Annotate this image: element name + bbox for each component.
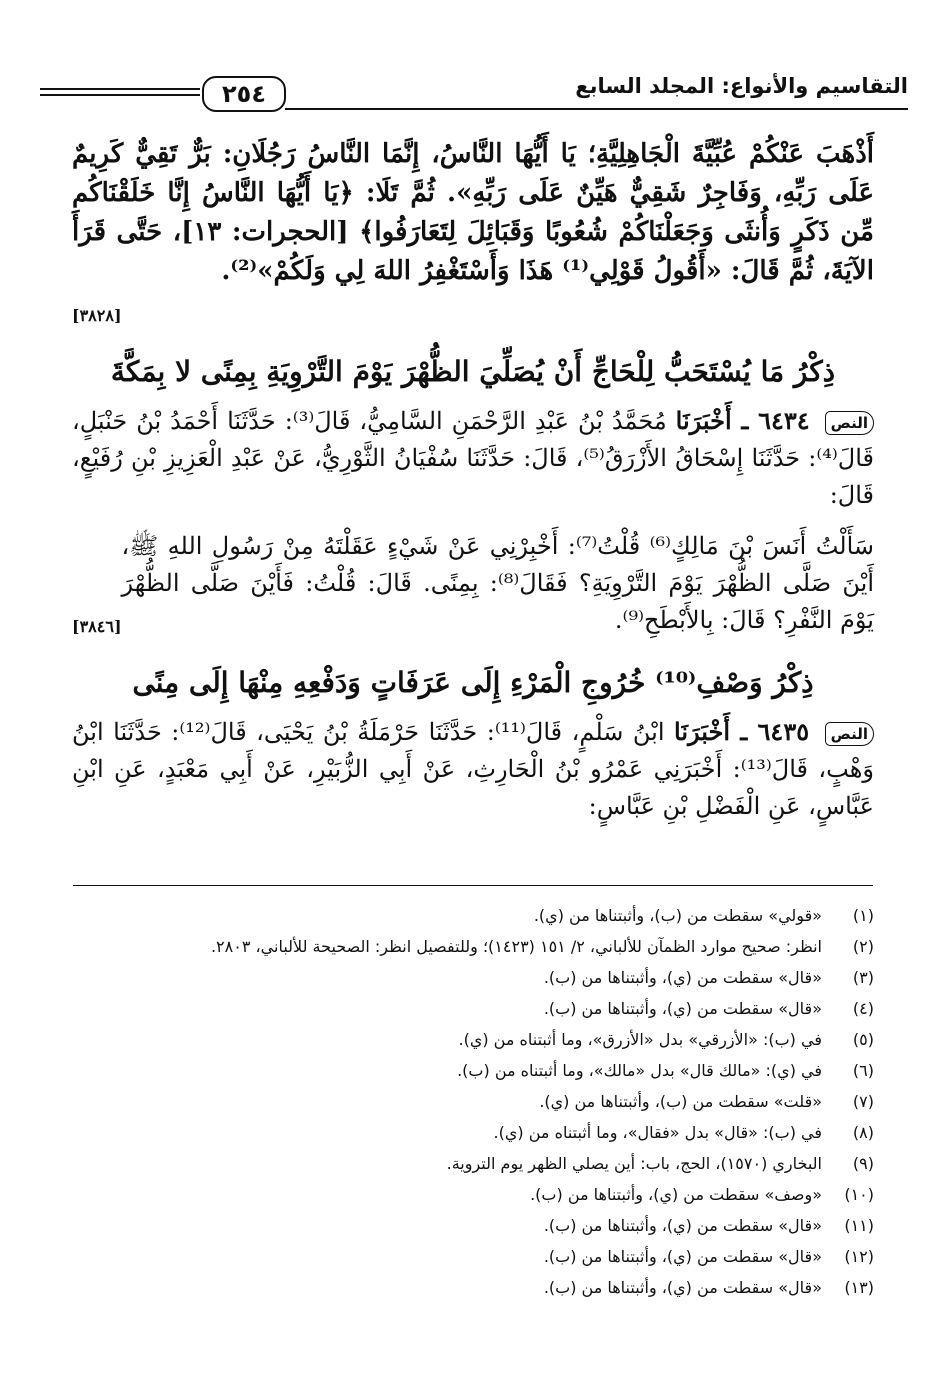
hadith-text: ابْنُ سَلْمٍ، قَالَ⁽¹¹⁾: حَدَّثَنَا حَرْمَلَةُ بْنُ يَحْيَى، قَالَ⁽¹²⁾: حَدَّثَنَا ابْنُ وَهْبٍ، قَالَ⁽¹³⁾: أَخْبَرَنِي عَمْرُو بْنُ الْحَارِثِ، عَنْ أَبِي الزُّبَيْرِ، عَنْ أَبِي مَعْبَدٍ، عَنِ ابْنِ عَبَّاسٍ، عَنِ الْفَضْلِ بْنِ عَبَّاسٍ: (72, 718, 874, 820)
header-rule (40, 88, 200, 90)
running-title: التقاسيم والأنواع: المجلد السابع (575, 74, 908, 98)
hadith-continuation: أَذْهَبَ عَنْكُمْ عُبِّيَّةَ الْجَاهِلِيَّةِ؛ يَا أَيُّهَا النَّاسُ، إِنَّمَا النَّاسُ رَجُلَانِ: بَرٌّ تَقِيٌّ كَرِيمٌ عَلَى رَبِّهِ، وَفَاجِرٌ شَقِيٌّ هَيِّنٌ عَلَى رَبِّهِ». ثُمَّ تَلَا: ﴿يَا أَيُّهَا النَّاسُ إِنَّا خَلَقْنَاكُم مِّن ذَكَرٍ وَأُنثَى وَجَعَلْنَاكُمْ شُعُوبًا وَقَبَائِلَ لِتَعَارَفُوا﴾ [الحجرات: ١٣]، حَتَّى قَرَأَ الآيَةَ، ثُمَّ قَالَ: «أَقُولُ قَوْلِي⁽¹⁾ هَذَا وَأَسْتَغْفِرُ اللهَ لِي وَلَكُمْ»⁽²⁾. (72, 139, 874, 286)
page-header (40, 70, 908, 120)
hadith-number: ٦٤٣٤ ـ أَخْبَرَنَا (675, 406, 810, 435)
isnad-text: مُحَمَّدُ بْنُ عَبْدِ الرَّحْمَنِ السَّامِيُّ، قَالَ⁽³⁾: حَدَّثَنَا أَحْمَدُ بْنُ حَنْبَلٍ، قَالَ⁽⁴⁾: حَدَّثَنَا إِسْحَاقُ الأَزْرَقُ⁽⁵⁾، قَالَ: حَدَّثَنَا سُفْيَانُ الثَّوْرِيُّ، عَنْ عَبْدِ الْعَزِيزِ بْنِ رُفَيْعٍ، قَالَ: (72, 407, 874, 509)
footnote: (١٠)«وصف» سقطت من (ي)، وأثبتناها من (ب). (530, 1185, 874, 1204)
hadith-reference: [٣٨٢٨] (72, 306, 122, 325)
footnotes-list (72, 900, 874, 1303)
header-underline (285, 108, 908, 110)
page-number: ٢٥٤ (202, 76, 286, 112)
footnote: (٥)في (ب): «الأزرقي» بدل «الأزرق»، وما أثبتناه من (ي). (458, 1030, 874, 1049)
hadith-reference: [٣٨٤٦] (72, 617, 122, 636)
hadith-6435 (72, 713, 874, 825)
footnote-separator (73, 885, 873, 886)
main-text (72, 135, 874, 825)
nass-label-icon: النص (825, 722, 874, 746)
matn-text: سَأَلْتُ أَنَسَ بْنَ مَالِكٍ⁽⁶⁾ قُلْتُ⁽⁷⁾: أَخْبِرْنِي عَنْ شَيْءٍ عَقَلْتَهُ مِنْ رَسُولِ اللهِ ﷺ، أَيْنَ صَلَّى الظُّهْرَ يَوْمَ التَّرْوِيَةِ؟ فَقَالَ⁽⁸⁾: بِمِنًى. قَالَ: قُلْتُ: فَأَيْنَ صَلَّى الظُّهْرَ يَوْمَ النَّفْرِ؟ قَالَ: بِالأَبْطَحِ⁽⁹⁾. (121, 532, 874, 634)
header-rule (40, 94, 200, 96)
hadith-6434-matn (72, 528, 874, 639)
footnote: (٩)البخاري (١٥٧٠)، الحج، باب: أين يصلي الظهر يوم التروية. (446, 1154, 874, 1173)
hadith-6434-isnad (72, 402, 874, 514)
footnote: (٧)«قلت» سقطت من (ب)، وأثبتناها من (ي). (539, 1092, 874, 1111)
chapter-heading-1: ذِكْرُ مَا يُسْتَحَبُّ لِلْحَاجِّ أَنْ يُصَلِّيَ الظُّهْرَ يَوْمَ التَّرْوِيَةِ بِمِنًى لا بِمَكَّةَ (110, 355, 836, 388)
reference-line-1 (72, 291, 874, 334)
chapter-heading-2: ذِكْرُ وَصْفِ⁽¹⁰⁾ خُرُوجِ الْمَرْءِ إِلَى عَرَفَاتٍ وَدَفْعِهِ مِنْهَا إِلَى مِنًى (132, 666, 814, 699)
footnote: (١)«قولي» سقطت من (ب)، وأثبتناها من (ي). (533, 906, 874, 925)
footnote: (٦)في (ي): «مالك قال» بدل «مالك»، وما أثبتناه من (ب). (457, 1061, 874, 1080)
footnote: (٤)«قال» سقطت من (ي)، وأثبتناها من (ب). (543, 999, 874, 1018)
nass-label-icon: النص (825, 411, 874, 435)
hadith-number: ٦٤٣٥ ـ أَخْبَرَنَا (674, 717, 810, 746)
footnote: (١١)«قال» سقطت من (ي)، وأثبتناها من (ب). (543, 1216, 874, 1235)
footnote: (٢)انظر: صحيح موارد الظمآن للألباني، ٢/ ١٥١ (١٤٢٣)؛ وللتفصيل انظر: الصحيحة للألباني، ٢٨٠٣. (210, 937, 874, 956)
footnote: (٨)في (ب): «قال» بدل «فقال»، وما أثبتناه من (ي). (493, 1123, 874, 1142)
footnote: (١٢)«قال» سقطت من (ي)، وأثبتناها من (ب). (543, 1247, 874, 1266)
footnote: (١٣)«قال» سقطت من (ي)، وأثبتناها من (ب). (543, 1278, 874, 1297)
footnote: (٣)«قال» سقطت من (ي)، وأثبتناها من (ب). (543, 968, 874, 987)
